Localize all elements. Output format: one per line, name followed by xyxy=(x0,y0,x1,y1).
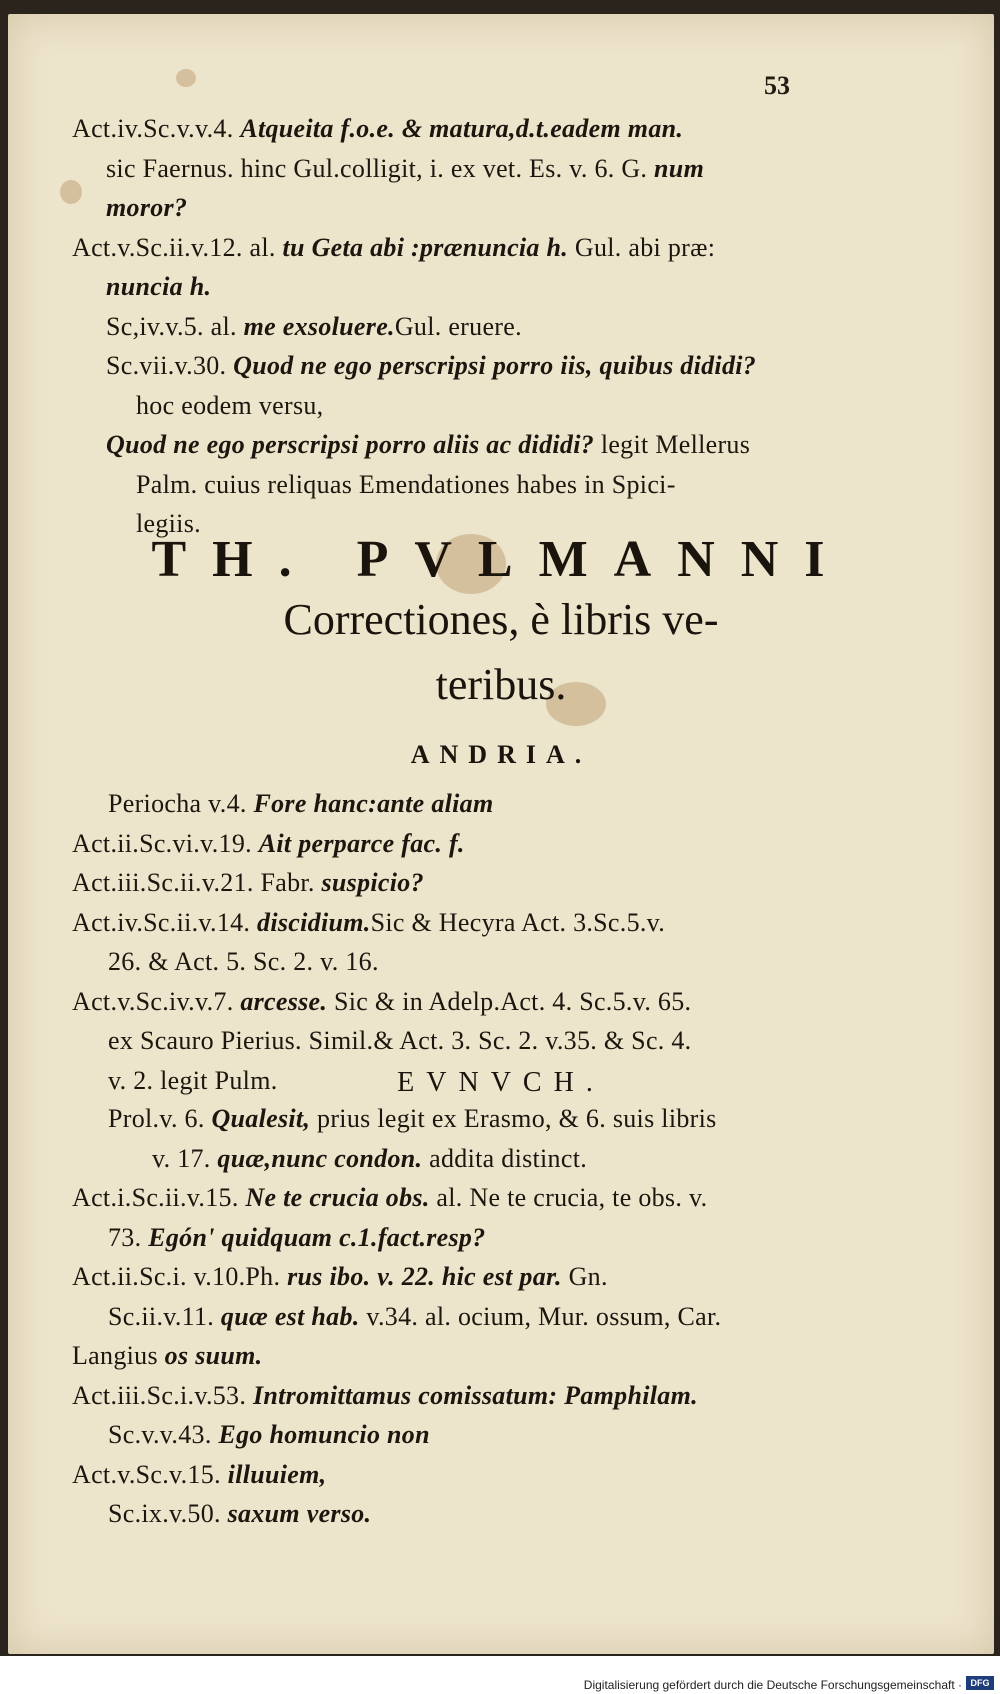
stain xyxy=(176,69,196,87)
text-roman: prius legit ex Erasmo, & 6. suis libris xyxy=(310,1104,717,1133)
text-line xyxy=(136,389,323,423)
text-roman: Prol.v. 6. xyxy=(108,1104,212,1133)
text-roman: Periocha v.4. xyxy=(108,789,254,818)
text-roman: Sc.ii.v.11. xyxy=(108,1301,221,1331)
text-italic: quæ,nunc condon. xyxy=(217,1143,423,1173)
book-page xyxy=(8,14,994,1654)
text-italic: Egón' quidquam c.1.fact.resp? xyxy=(148,1222,486,1252)
text-line xyxy=(136,468,676,502)
text-roman: Gn. xyxy=(561,1262,608,1291)
text-line xyxy=(106,428,750,462)
text-roman: Gul. eruere. xyxy=(394,311,522,341)
text-line xyxy=(72,1379,698,1413)
text-italic: saxum verso. xyxy=(227,1499,372,1528)
text-italic: suspicio? xyxy=(321,868,424,897)
text-italic: num xyxy=(654,153,705,183)
text-italic: Qualesit, xyxy=(211,1104,311,1133)
footer-credit: Digitalisierung gefördert durch die Deutsche Forschungsgemeinschaft · xyxy=(583,1678,962,1692)
text-line xyxy=(106,270,211,304)
text-line xyxy=(72,112,683,146)
text-line xyxy=(108,787,494,821)
text-italic: moror? xyxy=(106,193,188,222)
text-italic: arcesse. xyxy=(240,986,328,1016)
text-line xyxy=(72,1181,707,1215)
text-italic: Atqueita f.o.e. & matura,d.t.eadem man. xyxy=(240,114,684,143)
text-line xyxy=(72,1458,326,1492)
text-roman: Act.iv.Sc.v.v.4. xyxy=(72,114,241,143)
text-roman: Sc.vii.v.30. xyxy=(106,351,234,380)
text-roman: Sic & Hecyra Act. 3.Sc.5.v. xyxy=(370,907,666,937)
text-line xyxy=(108,1102,717,1136)
text-roman: Sc.ix.v.50. xyxy=(108,1499,228,1528)
text-roman: Act.ii.Sc.i. v.10.Ph. xyxy=(72,1262,288,1291)
text-italic: nuncia h. xyxy=(106,272,212,301)
text-roman: 73. xyxy=(108,1222,149,1252)
heading-line-2: Correctiones, è libris ve- xyxy=(283,595,719,644)
text-line xyxy=(72,231,715,265)
text-roman: Act.iv.Sc.ii.v.14. xyxy=(72,907,258,937)
text-roman: Act.iii.Sc.ii.v.21. Fabr. xyxy=(72,868,322,897)
text-roman: v. 2. legit Pulm. xyxy=(108,1065,278,1095)
text-line xyxy=(108,1024,691,1058)
text-roman: legiis. xyxy=(136,509,201,538)
text-roman: Act.iii.Sc.i.v.53. xyxy=(72,1380,253,1410)
text-line xyxy=(72,985,691,1019)
text-italic: Ego homuncio non xyxy=(218,1420,430,1449)
text-italic: illuuiem, xyxy=(227,1459,327,1489)
text-roman: al. Ne te crucia, te obs. v. xyxy=(429,1183,708,1212)
text-italic: Ne te crucia obs. xyxy=(245,1183,430,1212)
text-line xyxy=(106,152,704,186)
text-roman: Langius xyxy=(72,1341,165,1370)
section-eunuch: EVNVCH. xyxy=(397,1067,605,1098)
text-italic: Quod ne ego perscripsi porro iis, quibus dididi? xyxy=(233,351,757,380)
text-roman: Sic & in Adelp.Act. 4. Sc.5.v. 65. xyxy=(327,986,692,1016)
text-line xyxy=(72,1339,262,1373)
footer-bar xyxy=(0,1656,1000,1694)
text-italic: Quod ne ego perscripsi porro aliis ac dididi? xyxy=(106,430,595,459)
text-roman: 26. & Act. 5. Sc. 2. v. 16. xyxy=(108,947,379,976)
text-roman: Act.v.Sc.iv.v.7. xyxy=(72,986,241,1016)
text-italic: Fore hanc:ante aliam xyxy=(253,789,494,818)
text-roman: Sc,iv.v.5. al. xyxy=(106,311,244,341)
text-line xyxy=(106,191,187,225)
text-line xyxy=(72,866,424,900)
text-italic: quæ est hab. xyxy=(220,1301,360,1331)
text-roman: addita distinct. xyxy=(422,1143,588,1173)
dfg-logo: DFG xyxy=(966,1676,994,1690)
page-number: 53 xyxy=(764,71,790,100)
text-italic: rus ibo. v. 22. hic est par. xyxy=(287,1262,562,1291)
text-line xyxy=(108,945,379,979)
text-roman: ex Scauro Pierius. Simil.& Act. 3. Sc. 2. v.35. & Sc. 4. xyxy=(108,1026,692,1055)
text-roman: Act.v.Sc.v.15. xyxy=(72,1459,228,1489)
stain xyxy=(60,180,82,204)
text-line xyxy=(108,1221,486,1255)
text-roman: Sc.v.v.43. xyxy=(108,1420,219,1449)
text-roman: v. 17. xyxy=(152,1143,218,1173)
text-line xyxy=(108,1300,721,1334)
text-line xyxy=(106,310,522,344)
heading-line-3: teribus. xyxy=(435,660,567,709)
text-line xyxy=(108,1418,430,1452)
text-line xyxy=(152,1142,587,1176)
text-roman: Palm. cuius reliquas Emendationes habes in Spici- xyxy=(136,469,676,499)
text-line xyxy=(72,1260,608,1294)
text-roman: Act.ii.Sc.vi.v.19. xyxy=(72,828,259,858)
text-italic: discidium. xyxy=(257,907,371,937)
text-roman: sic Faernus. hinc Gul.colligit, i. ex vet. Es. v. 6. G. xyxy=(106,153,655,183)
text-roman: Act.i.Sc.ii.v.15. xyxy=(72,1183,246,1212)
text-italic: me exsoluere. xyxy=(243,311,395,341)
text-italic: tu Geta abi :prænuncia h. xyxy=(282,232,569,262)
text-roman: Gul. abi præ: xyxy=(568,232,716,262)
section-andria: ANDRIA. xyxy=(410,740,592,769)
text-roman: v.34. al. ocium, Mur. ossum, Car. xyxy=(359,1301,722,1331)
text-italic: Ait perparce fac. f. xyxy=(258,828,465,858)
text-roman: hoc eodem versu, xyxy=(136,390,324,420)
text-line xyxy=(72,827,465,861)
heading-author: TH. PVLMANNI xyxy=(151,531,851,588)
text-line xyxy=(108,1497,371,1531)
text-line xyxy=(106,349,756,383)
text-roman: legit Mellerus xyxy=(594,430,751,459)
text-roman: Act.v.Sc.ii.v.12. al. xyxy=(72,232,283,262)
text-line xyxy=(72,906,665,940)
text-italic: Intromittamus comissatum: Pamphilam. xyxy=(252,1380,698,1410)
text-italic: os suum. xyxy=(164,1341,263,1370)
